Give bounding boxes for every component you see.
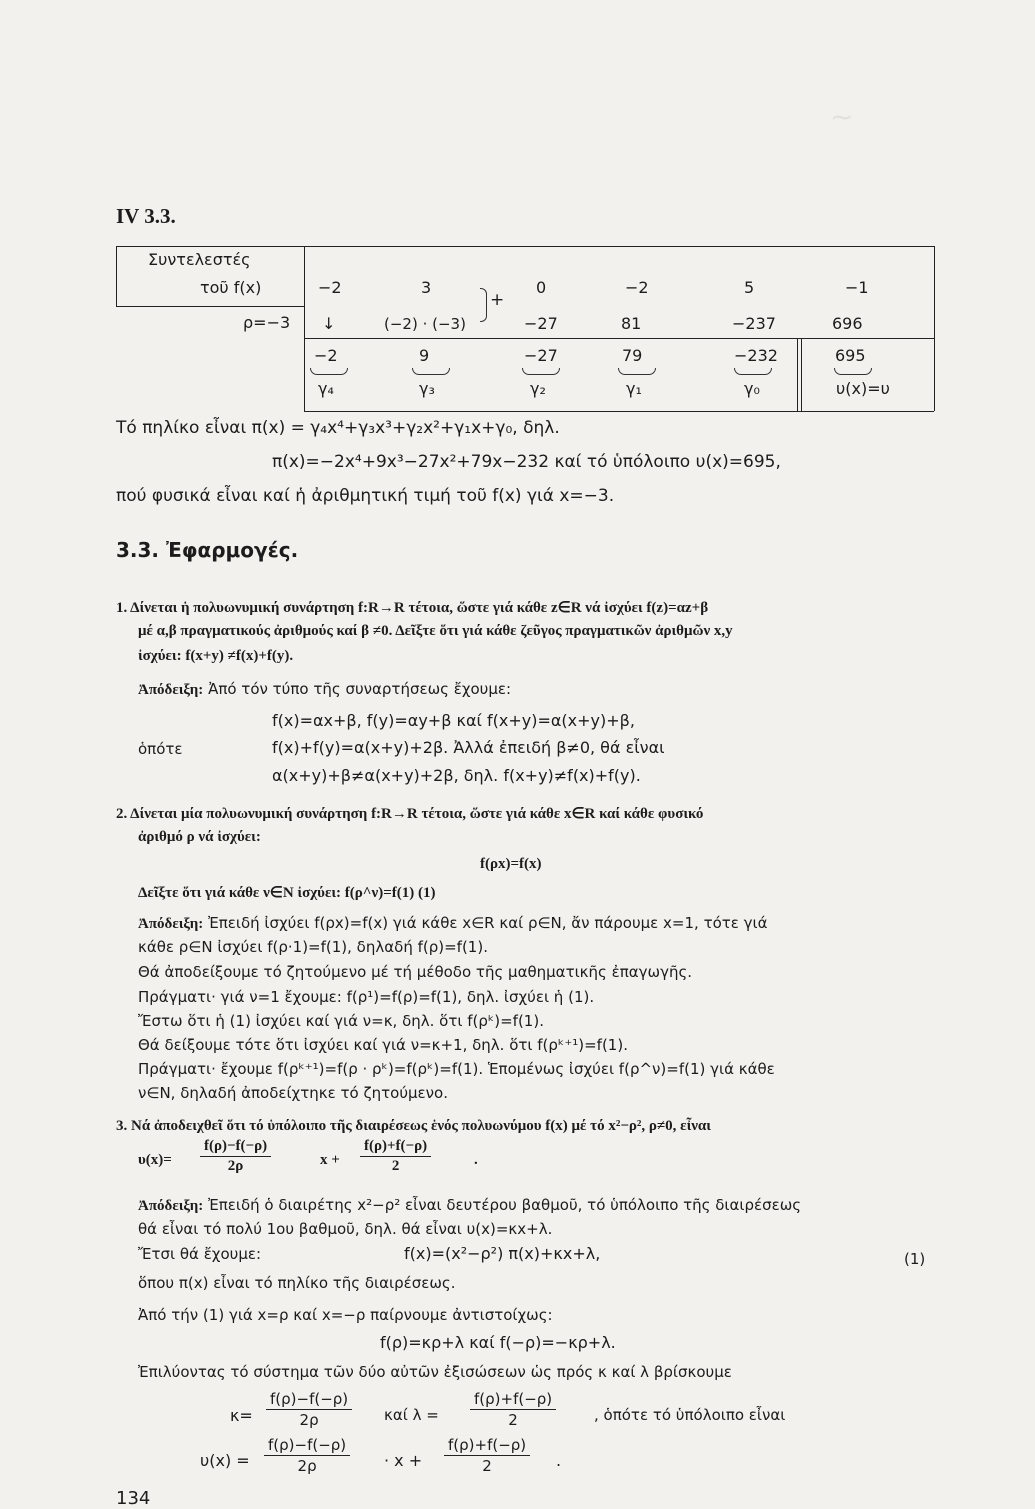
proof-text: Ἔτσι θά ἔχουμε: [138, 1245, 262, 1263]
fraction [264, 1436, 350, 1475]
product: −27 [524, 314, 558, 333]
proof-equation: f(x)=(x²−ρ²) π(x)+κx+λ, [404, 1244, 601, 1263]
proof-line: Θά ἀποδείξουμε τό ζητούμενο μέ τή μέθοδο τῆς μαθηματικῆς ἐπαγωγῆς. [138, 963, 693, 981]
exercise-1-statement: μέ α,β πραγματικούς ἀριθμούς καί β ≠0. Δεῖξτε ὅτι γιά κάθε ζεῦγος πραγματικῶν ἀριθμῶν x,y [138, 623, 733, 639]
coefficient: −2 [625, 278, 649, 297]
result-label: γ₃ [419, 379, 435, 398]
fraction-denominator: 2 [482, 1457, 492, 1475]
proof-text: ὁπότε [138, 740, 183, 758]
text-line: π(x)=−2x⁴+9x³−27x²+79x−232 καί τό ὑπόλοιπο υ(x)=695, [272, 452, 781, 472]
proof-line [138, 1196, 801, 1215]
math-operator: · x + [384, 1451, 423, 1470]
table-corner-label-fx: τοῦ f(x) [200, 278, 262, 297]
down-arrow-icon: ↓ [322, 314, 336, 333]
math-operator: . [556, 1451, 562, 1470]
fraction-denominator: 2 [508, 1411, 518, 1429]
result: 9 [419, 346, 430, 365]
result-label: υ(x)=υ [836, 379, 890, 398]
coefficient: −2 [318, 278, 342, 297]
fraction [444, 1436, 530, 1475]
exercise-3-statement: 3. Νά ἀποδειχθεῖ ὅτι τό ὑπόλοιπο τῆς διαιρέσεως ἑνός πολυωνύμου f(x) μέ τό x²−ρ², ρ≠0, εἶναι [116, 1118, 711, 1134]
fraction-denominator: 2ρ [299, 1411, 319, 1429]
fraction-numerator: f(ρ)−f(−ρ) [264, 1436, 350, 1456]
proof-label: Ἀπόδειξη: [138, 916, 204, 932]
coefficient: −1 [845, 278, 869, 297]
underbrace-icon [310, 368, 348, 375]
exercise-1-statement: 1. Δίνεται ἡ πολυωνυμική συνάρτηση f:R→R τέτοια, ὥστε γιά κάθε z∈R νά ἰσχύει f(z)=αz+β [116, 600, 709, 616]
result-label: γ₂ [530, 379, 546, 398]
proof-line: Ἀπό τήν (1) γιά x=ρ καί x=−ρ παίρνουμε ἀντιστοίχως: [138, 1306, 553, 1324]
proof-line: ν∈N, δηλαδή ἀποδείχτηκε τό ζητούμενο. [138, 1084, 448, 1102]
fraction [200, 1138, 271, 1175]
underbrace-icon [522, 368, 560, 375]
product: 81 [621, 314, 642, 333]
fraction-numerator: f(ρ)−f(−ρ) [266, 1390, 352, 1410]
fraction [266, 1390, 352, 1429]
exercise-2-equation: f(ρx)=f(x) [480, 856, 542, 872]
proof-text: , ὁπότε τό ὑπόλοιπο εἶναι [594, 1406, 786, 1424]
product: 696 [832, 314, 863, 333]
fraction-numerator: f(ρ)+f(−ρ) [470, 1390, 556, 1410]
bleed-through: ~ [830, 100, 854, 133]
page-number: 134 [116, 1488, 151, 1509]
exercise-2-statement: Δεῖξτε ὅτι γιά κάθε ν∈N ἰσχύει: f(ρ^ν)=f(1) (1) [138, 885, 436, 901]
coefficient: 3 [421, 278, 432, 297]
proof-line: f(x)+f(y)=α(x+y)+2β. Ἀλλά ἐπειδή β≠0, θά εἶναι [272, 738, 665, 757]
fraction-denominator: 2ρ [227, 1158, 244, 1174]
proof-line: Ἔστω ὅτι ἡ (1) ἰσχύει καί γιά ν=κ, δηλ. ὅτι f(ρᵏ)=f(1). [138, 1012, 544, 1030]
fraction [360, 1138, 431, 1175]
text-line: Τό πηλίκο εἶναι π(x) = γ₄x⁴+γ₃x³+γ₂x²+γ₁x+γ₀, δηλ. [116, 418, 560, 438]
underbrace-icon [412, 368, 450, 375]
exercise-3-lhs: υ(x)= [138, 1152, 172, 1168]
underbrace-icon [734, 368, 772, 375]
exercise-2-statement: ἀριθμό ρ νά ἰσχύει: [138, 829, 261, 845]
proof-line: f(x)=αx+β, f(y)=αy+β καί f(x+y)=α(x+y)+β, [272, 711, 635, 730]
proof-line [138, 680, 511, 699]
proof-label: Ἀπόδειξη: [138, 1198, 204, 1214]
coefficient: 0 [536, 278, 547, 297]
fraction-denominator: 2ρ [297, 1457, 317, 1475]
exercise-1-statement: ἰσχύει: f(x+y) ≠f(x)+f(y). [138, 648, 294, 664]
math-operator: x + [320, 1152, 340, 1168]
proof-text: Ἐπειδή ὁ διαιρέτης x²−ρ² εἶναι δευτέρου βαθμοῦ, τό ὑπόλοιπο τῆς διαιρέσεως [208, 1196, 802, 1214]
underbrace-icon [834, 368, 872, 375]
result: −27 [524, 346, 558, 365]
result-label: γ₄ [318, 379, 334, 398]
section-number: IV 3.3. [116, 204, 176, 228]
proof-line: Ἐπιλύοντας τό σύστημα τῶν δύο αὐτῶν ἐξισώσεων ὡς πρός κ καί λ βρίσκουμε [138, 1363, 732, 1381]
proof-line: Θά δείξουμε τότε ὅτι ἰσχύει καί γιά ν=κ+1, δηλ. ὅτι f(ρᵏ⁺¹)=f(1). [138, 1036, 628, 1054]
proof-line [138, 914, 768, 933]
kappa-lhs: κ= [230, 1406, 253, 1425]
section-heading: 3.3. Ἐφαρμογές. [116, 538, 299, 562]
rho-label: ρ=−3 [243, 313, 291, 332]
underbrace-icon [618, 368, 656, 375]
proof-line: α(x+y)+β≠α(x+y)+2β, δηλ. f(x+y)≠f(x)+f(y). [272, 766, 641, 785]
remainder-lhs: υ(x) = [200, 1451, 250, 1470]
proof-text: Ἐπειδή ἰσχύει f(ρx)=f(x) γιά κάθε x∈R καί ρ∈N, ἄν πάρουμε x=1, τότε γιά [208, 914, 768, 932]
proof-label: Ἀπόδειξη: [138, 682, 204, 698]
result-label: γ₀ [744, 379, 760, 398]
proof-line: θά εἶναι τό πολύ 1ου βαθμοῦ, δηλ. θά εἶναι υ(x)=κx+λ. [138, 1220, 553, 1238]
math-operator: καί λ = [384, 1406, 439, 1424]
proof-line: Πράγματι· ἔχουμε f(ρᵏ⁺¹)=f(ρ · ρᵏ)=f(ρᵏ)=f(1). Ἑπομένως ἰσχύει f(ρ^ν)=f(1) γιά κάθε [138, 1060, 775, 1078]
coefficient: 5 [744, 278, 755, 297]
product: −237 [732, 314, 776, 333]
fraction-numerator: f(ρ)+f(−ρ) [360, 1138, 431, 1157]
fraction-numerator: f(ρ)+f(−ρ) [444, 1436, 530, 1456]
math-operator: . [474, 1152, 478, 1168]
result: 695 [835, 346, 866, 365]
fraction-numerator: f(ρ)−f(−ρ) [200, 1138, 271, 1157]
plus-sign: + [490, 290, 505, 310]
proof-line: Πράγματι· γιά ν=1 ἔχουμε: f(ρ¹)=f(ρ)=f(1), δηλ. ἰσχύει ἡ (1). [138, 988, 595, 1006]
product: (−2) · (−3) [384, 315, 466, 333]
table-corner-label: Συντελεστές [148, 250, 251, 269]
text-line: πού φυσικά εἶναι καί ἡ ἀριθμητική τιμή τοῦ f(x) γιά x=−3. [116, 486, 615, 506]
result-label: γ₁ [626, 379, 642, 398]
proof-line: κάθε ρ∈N ἰσχύει f(ρ·1)=f(1), δηλαδή f(ρ)=f(1). [138, 938, 488, 956]
proof-equation: f(ρ)=κρ+λ καί f(−ρ)=−κρ+λ. [380, 1333, 616, 1352]
result: −2 [314, 346, 338, 365]
bracket-icon [480, 288, 487, 322]
fraction-denominator: 2 [391, 1158, 400, 1174]
proof-text: Ἀπό τόν τύπο τῆς συναρτήσεως ἔχουμε: [208, 680, 512, 698]
result: −232 [734, 346, 778, 365]
result: 79 [622, 346, 643, 365]
exercise-2-statement: 2. Δίνεται μία πολυωνυμική συνάρτηση f:R→R τέτοια, ὥστε γιά κάθε x∈R καί κάθε φυσικό [116, 806, 704, 822]
proof-line: ὅπου π(x) εἶναι τό πηλίκο τῆς διαιρέσεως. [138, 1274, 456, 1292]
fraction [470, 1390, 556, 1429]
equation-number: (1) [904, 1250, 926, 1268]
